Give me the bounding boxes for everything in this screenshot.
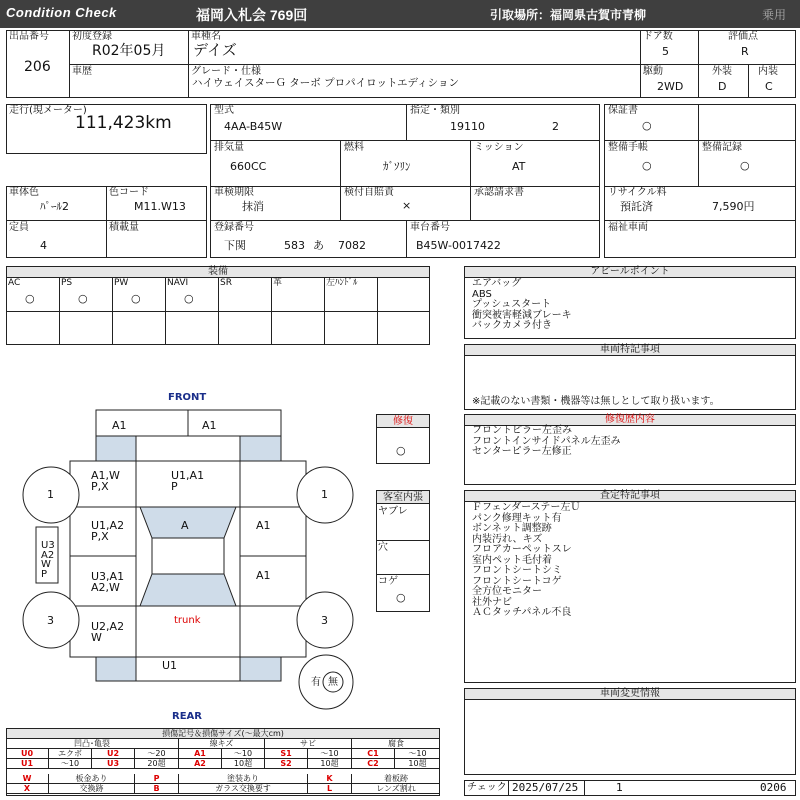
- spare-yes: 有: [311, 677, 321, 688]
- fuel: ｶﾞｿﾘﾝ: [383, 160, 411, 173]
- welfare-label: 福祉車両: [608, 222, 648, 233]
- legend-mark-desc: 交換跡: [49, 784, 135, 794]
- wheel-rear-right: 3: [321, 614, 328, 627]
- trans: AT: [512, 160, 526, 173]
- legend-mark-code: X: [6, 784, 49, 794]
- equip-ps-label: PS: [61, 278, 73, 288]
- shufuku-val: ○: [396, 444, 406, 457]
- cabin-title: 客室内張: [376, 490, 430, 504]
- legend-code: A2: [179, 759, 222, 769]
- check-label: チェック: [467, 782, 507, 793]
- legend-desc: 10超: [222, 759, 265, 769]
- cert-class: 2: [552, 120, 559, 133]
- approval-label: 承認請求書: [474, 187, 524, 198]
- cabin-tear-label: ヤブレ: [378, 506, 408, 517]
- spare-no: 無: [328, 677, 338, 688]
- first-reg: R02年05月: [92, 43, 166, 59]
- legend-mark-desc: 板金あり: [49, 774, 135, 784]
- legend-desc: 〜10: [49, 759, 92, 769]
- mileage: 111,423km: [75, 113, 172, 133]
- appeal-title: アピールポイント: [464, 266, 796, 278]
- int-score: C: [765, 80, 773, 93]
- equip-lhd-label: 左ﾊﾝﾄﾞﾙ: [326, 278, 358, 288]
- change-box: [464, 699, 796, 775]
- score-label: 評価点: [728, 31, 758, 42]
- legend-mark-code: K: [308, 774, 352, 784]
- legend-desc: 〜10: [395, 749, 440, 759]
- legend-desc: エクボ: [49, 749, 92, 759]
- color-label: 車体色: [9, 187, 39, 198]
- legend-code: U0: [6, 749, 49, 759]
- condition-check-title: Condition Check: [6, 5, 117, 20]
- grade: ハイウェイスターＧ ターボ プロパイロットエディション: [192, 77, 459, 89]
- rear-right-door: A1: [256, 569, 271, 582]
- inspect-label: 車検期限: [214, 187, 254, 198]
- warranty: ○: [642, 119, 652, 132]
- legend-desc: 〜10: [308, 749, 352, 759]
- front-left-door: U1,A2 P,X: [91, 519, 125, 543]
- legend-mark-code: P: [135, 774, 179, 784]
- cabin-burn-label: コゲ: [378, 576, 398, 587]
- drive-label: 駆動: [643, 66, 663, 77]
- equip-pw-val: ○: [131, 292, 141, 305]
- front-bumper-left: A1: [112, 419, 127, 432]
- compulsory: ×: [402, 199, 412, 212]
- chassis: B45W-0017422: [416, 239, 501, 252]
- mileage-label: 走行(現メーター): [9, 105, 87, 116]
- appeal-text: エアバッグ ABS プッシュスタート 衝突被害軽減ブレーキ バックカメラ付き: [472, 278, 572, 331]
- rear-bumper: U1: [162, 659, 178, 672]
- wheel-front-right: 1: [321, 488, 328, 501]
- ext-score: D: [718, 80, 727, 93]
- recycle-label: リサイクル料: [608, 187, 667, 198]
- car-name: デイズ: [193, 41, 237, 59]
- hood: U1,A1 P: [171, 469, 205, 493]
- doors-label: ドア数: [643, 31, 673, 42]
- disp: 660CC: [230, 160, 267, 173]
- legend-group-scratch: 線キズ: [179, 739, 265, 749]
- legend-desc: 10超: [395, 759, 440, 769]
- front-right-door: A1: [256, 519, 271, 532]
- equip-navi-label: NAVI: [167, 278, 189, 288]
- legend-group-dent: 凹凸･亀裂: [6, 739, 179, 749]
- warranty-label: 保証書: [608, 105, 638, 116]
- special-note: ※記載のない書類・機器等は無しとして取り扱います。: [472, 396, 720, 407]
- repair-text: フロントピラー左歪み フロントインサイドパネル左歪み センターピラー左修正: [472, 425, 621, 457]
- damage-diagram: [0, 380, 440, 720]
- cabin-hole-label: 穴: [378, 542, 388, 553]
- equip-leather-label: 革: [273, 278, 283, 288]
- legend-mark-desc: レンズ割れ: [352, 784, 440, 794]
- cert: 19110: [450, 120, 485, 133]
- equip-ac-label: AC: [8, 278, 21, 288]
- first-reg-label: 初度登録: [72, 31, 112, 42]
- legend-mark-code: W: [6, 774, 49, 784]
- model: 4AA-B45W: [224, 120, 283, 133]
- legend-code: S1: [265, 749, 308, 759]
- color: ﾊﾟｰﾙ2: [40, 200, 69, 213]
- recycle-status: 預託済: [620, 200, 653, 213]
- legend-desc: 〜20: [135, 749, 179, 759]
- docs-box: [604, 104, 796, 258]
- legend-desc: 〜10: [222, 749, 265, 759]
- equip-ac-val: ○: [25, 292, 35, 305]
- maint-label: 整備記録: [702, 142, 742, 153]
- legend-mark-desc: 塗装あり: [179, 774, 308, 784]
- rear-left-quarter: U2,A2 W: [91, 620, 125, 644]
- color-code: M11.W13: [134, 200, 186, 213]
- trans-label: ミッション: [474, 142, 524, 153]
- left-side-panel: U3 A2 W P: [41, 540, 55, 580]
- plate-num: 583: [284, 239, 305, 252]
- roof: A: [181, 519, 189, 532]
- manual-label: 整備手帳: [608, 142, 648, 153]
- grade-label: グレード・仕様: [191, 66, 261, 77]
- capacity: 4: [40, 239, 47, 252]
- legend-marks: [6, 774, 440, 796]
- inspection-title: 査定特記事項: [464, 490, 796, 502]
- plate-kana: あ: [313, 239, 324, 252]
- chassis-label: 車台番号: [410, 222, 450, 233]
- trunk-label: trunk: [174, 615, 201, 626]
- equip-ps-val: ○: [78, 292, 88, 305]
- inspection-text: Ｆフェンダーステー左Ｕ パンク修理キット有 ボンネット調整跡 内装汚れ、キズ フロアカーペットスレ 室内ペット毛付着 フロントシートシミ フロントシートコゲ 全方位モニター 社外ナビ ＡＣタッチパネル不良: [472, 502, 581, 618]
- legend-mark-desc: ガラス交換要す: [179, 784, 308, 794]
- legend-group-corrosion: 腐食: [352, 739, 440, 749]
- special-title: 車両特記事項: [464, 344, 796, 356]
- rear-label: REAR: [172, 711, 202, 722]
- legend-codes: [6, 749, 440, 771]
- check-code: 0206: [760, 781, 787, 794]
- check-count: 1: [616, 781, 623, 794]
- legend-code: A1: [179, 749, 222, 759]
- legend-desc: 10超: [308, 759, 352, 769]
- legend-code: U3: [92, 759, 135, 769]
- equip-pw-label: PW: [114, 278, 129, 288]
- manual: ○: [642, 159, 652, 172]
- change-title: 車両変更情報: [464, 688, 796, 700]
- maint: ○: [740, 159, 750, 172]
- legend-mark-code: L: [308, 784, 352, 794]
- front-left-fender: A1,W P,X: [91, 469, 120, 493]
- legend-desc: 20超: [135, 759, 179, 769]
- legend-mark-code: B: [135, 784, 179, 794]
- fuel-label: 燃料: [344, 142, 364, 153]
- plate-serial: 7082: [338, 239, 366, 252]
- cert-label: 指定・類別: [410, 105, 460, 116]
- ext-label: 外装: [712, 66, 732, 77]
- legend-code: C2: [352, 759, 395, 769]
- legend-mark-desc: 着板跡: [352, 774, 440, 784]
- load-label: 積載量: [109, 222, 139, 233]
- legend-code: C1: [352, 749, 395, 759]
- equip-sr-label: SR: [220, 278, 232, 288]
- check-date: 2025/07/25: [512, 781, 579, 794]
- vehicle-category: 乗用: [762, 8, 787, 22]
- plate-label: 登録番号: [214, 222, 254, 233]
- legend-group-rust: サビ: [265, 739, 352, 749]
- equipment-title: 装備: [6, 266, 430, 278]
- front-bumper-right: A1: [202, 419, 217, 432]
- equip-navi-val: ○: [184, 292, 194, 305]
- model-label: 型式: [214, 105, 234, 116]
- header-bar: [0, 0, 800, 28]
- repair-title: 修復歴内容: [464, 414, 796, 426]
- history-label: 車歴: [72, 66, 92, 77]
- inspect: 抹消: [242, 200, 264, 213]
- rear-left-door: U3,A1 A2,W: [91, 570, 125, 594]
- score: R: [741, 45, 749, 58]
- car-name-label: 車種名: [191, 31, 221, 42]
- legend-groups: [6, 739, 440, 749]
- color-code-label: 色コード: [109, 187, 149, 198]
- recycle-fee: 7,590円: [712, 200, 755, 213]
- lot-label: 出品番号: [9, 31, 49, 42]
- capacity-label: 定員: [9, 222, 29, 233]
- legend-title: 損傷記号＆損傷サイズ(〜最大cm): [6, 728, 440, 739]
- lot-number: 206: [24, 59, 51, 75]
- drive: 2WD: [657, 80, 684, 93]
- pickup-location: 引取場所：福岡県古賀市青柳: [490, 8, 647, 22]
- auction-title: 福岡入札会 769回: [196, 7, 308, 23]
- cabin-burn-val: ○: [396, 591, 406, 604]
- front-label: FRONT: [168, 392, 207, 403]
- int-label: 内装: [758, 66, 778, 77]
- legend-code: U1: [6, 759, 49, 769]
- legend-code: S2: [265, 759, 308, 769]
- compulsory-label: 検付自賠責: [344, 187, 394, 198]
- plate-area: 下関: [224, 239, 246, 252]
- shufuku-title: 修復: [376, 414, 430, 428]
- wheel-front-left: 1: [47, 488, 54, 501]
- disp-label: 排気量: [214, 142, 244, 153]
- doors: 5: [662, 45, 669, 58]
- wheel-rear-left: 3: [47, 614, 54, 627]
- legend-code: U2: [92, 749, 135, 759]
